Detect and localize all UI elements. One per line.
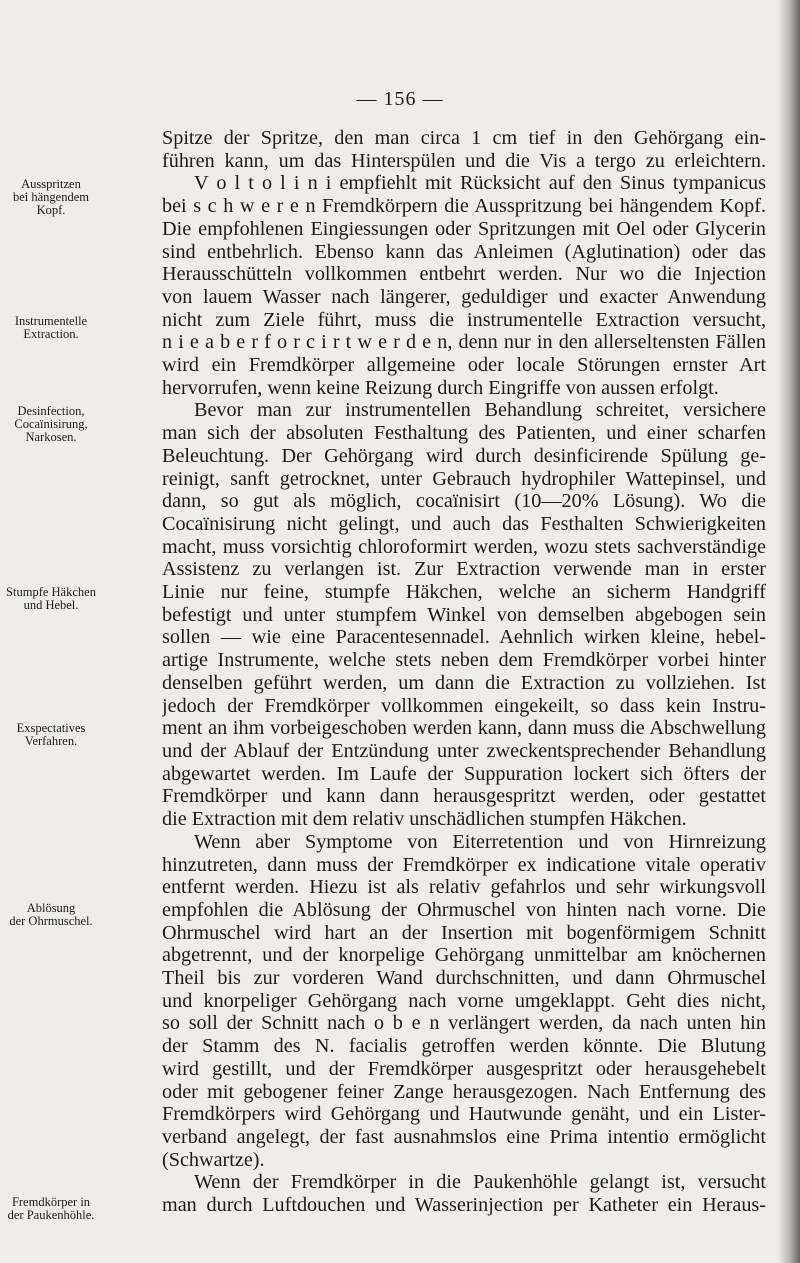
margin-note-desinfection (2, 405, 100, 444)
text-line: abgetrennt, und der knorpelige Gehörgang unmittelbar am knöchernen (162, 944, 766, 967)
margin-note-abloesung-ohrmuschel (2, 902, 100, 928)
margin-note-ausspritzen (2, 178, 100, 217)
text-line: sind entbehrlich. Ebenso kann das Anleimen (Aglutination) oder das (162, 240, 766, 263)
text-line: bei s c h w e r e n Fremdkörpern die Ausspritzung bei hängendem Kopf. (162, 195, 766, 218)
text-line: macht, muss vorsichtig chloroformirt werden, wozu stets sachverständige (162, 535, 766, 558)
text-line: Ohrmuschel wird hart an der Insertion mit bogenförmigem Schnitt (162, 921, 766, 944)
margin-note-line: Extraction. (23, 327, 79, 341)
text-line: Linie nur feine, stumpfe Häkchen, welche an sicherm Handgriff (162, 581, 766, 604)
text-line: reinigt, sanft getrocknet, unter Gebrauch hydrophiler Wattepinsel, und (162, 467, 766, 490)
text-line: artige Instrumente, welche stets neben dem Fremdkörper vorbei hinter (162, 649, 766, 672)
text-line: und der Ablauf der Entzündung unter zweckentsprechender Behandlung (162, 739, 766, 762)
text-line: denselben geführt werden, um dann die Extraction zu vollziehen. Ist (162, 671, 766, 694)
text-line: Fremdkörper und kann dann herausgespritzt werden, oder gestattet (162, 785, 766, 808)
text-line: abgewartet werden. Im Laufe der Suppuration lockert sich öfters der (162, 762, 766, 785)
text-line: wird gestillt, und der Fremdkörper ausgespritzt oder herausgehebelt (162, 1057, 766, 1080)
text-line: Bevor man zur instrumentellen Behandlung schreitet, versichere (194, 399, 766, 422)
text-line: (Schwartze). (162, 1148, 265, 1171)
margin-note-fremdkoerper-paukenhoehle (2, 1196, 100, 1222)
text-line: entfernt werden. Hiezu ist als relativ gefahrlos und sehr wirkungsvoll (162, 876, 766, 899)
margin-note-line: der Ohrmuschel. (9, 914, 93, 928)
margin-note-line: Kopf. (36, 203, 66, 217)
margin-note-line: Fremdkörper in (11, 1195, 91, 1209)
body-text (162, 127, 766, 1217)
margin-note-instrumentelle-extraction (2, 315, 100, 341)
text-line: Assistenz zu verlangen ist. Zur Extraction verwende man in erster (162, 558, 766, 581)
text-line: befestigt und unter stumpfem Winkel von demselben abgebogen sein (162, 603, 766, 626)
page-edge-shadow (778, 0, 800, 1263)
text-line: oder mit gebogener feiner Zange herausgezogen. Nach Entfernung des (162, 1080, 766, 1103)
text-line: nicht zum Ziele führt, muss die instrumentelle Extraction versucht, (162, 308, 766, 331)
text-line: die Extraction mit dem relativ unschädlichen stumpfen Häkchen. (162, 808, 687, 831)
text-line: Fremdkörpers wird Gehörgang und Hautwunde genäht, und ein Lister- (162, 1103, 766, 1126)
page-number: — 156 — (356, 88, 444, 110)
text-line: n i e a b e r f o r c i r t w e r d e n, denn nur in den allerseltensten Fällen (162, 331, 766, 354)
margin-note-line: der Paukenhöhle. (7, 1208, 95, 1222)
margin-note-line: und Hebel. (23, 598, 79, 612)
text-line: empfohlen die Ablösung der Ohrmuschel von hinten nach vorne. Die (162, 898, 766, 921)
text-line: jedoch der Fremdkörper vollkommen eingekeilt, so dass kein Instru- (162, 694, 766, 717)
margin-note-line: Instrumentelle (14, 314, 88, 328)
margin-note-line: Stumpfe Häkchen (6, 585, 96, 599)
margin-note-stumpfe-haekchen (2, 586, 100, 612)
text-line: hervorrufen, wenn keine Reizung durch Eingriffe von aussen erfolgt. (162, 376, 719, 399)
margin-note-line: Desinfection, (17, 404, 85, 418)
text-line: Wenn der Fremdkörper in die Paukenhöhle gelangt ist, versucht (194, 1171, 766, 1194)
text-line: Theil bis zur vorderen Wand durchschnitten, und dann Ohrmuschel (162, 967, 766, 990)
text-line: und knorpeliger Gehörgang nach vorne umgeklappt. Geht dies nicht, (162, 989, 766, 1012)
margin-note-line: Verfahren. (24, 734, 78, 748)
margin-note-line: Narkosen. (25, 430, 77, 444)
text-line: Die empfohlenen Eingiessungen oder Spritzungen mit Oel oder Glycerin (162, 217, 766, 240)
text-line: hinzutreten, dann muss der Fremdkörper ex indicatione vitale operativ (162, 853, 766, 876)
margin-note-exspectatives-verfahren (2, 722, 100, 748)
margin-note-line: Exspectatives (16, 721, 86, 735)
text-line: wird ein Fremdkörper allgemeine oder locale Störungen ernster Art (162, 354, 766, 377)
text-line: so soll der Schnitt nach o b e n verlängert werden, da nach unten hin (162, 1012, 766, 1035)
text-line: Herausschütteln vollkommen entbehrt werden. Nur wo die Injection (162, 263, 766, 286)
text-line: man sich der absoluten Festhaltung des Patienten, und einer scharfen (162, 422, 766, 445)
margin-note-line: Ausspritzen (21, 177, 81, 191)
text-line: Cocaïnisirung nicht gelingt, und auch das Festhalten Schwierigkeiten (162, 512, 766, 535)
text-line: Spitze der Spritze, den man circa 1 cm tief in den Gehörgang ein- (162, 127, 766, 149)
text-line: führen kann, um das Hinterspülen und die Vis a tergo zu erleichtern. (162, 149, 766, 172)
margin-note-line: Ablösung (26, 901, 76, 915)
text-line: Beleuchtung. Der Gehörgang wird durch desinficirende Spülung ge- (162, 444, 766, 467)
text-line: verband angelegt, der fast ausnahmslos eine Prima intentio ermöglicht (162, 1125, 766, 1148)
text-line: ment an ihm vorbeigeschoben werden kann, dann muss die Abschwellung (162, 717, 766, 740)
text-line: man durch Luftdouchen und Wasserinjection per Katheter ein Heraus- (162, 1194, 766, 1217)
text-line: V o l t o l i n i empfiehlt mit Rücksicht auf den Sinus tympanicus (194, 172, 766, 195)
margin-note-line: Cocaïnisirung, (14, 417, 88, 431)
margin-note-line: bei hängendem (12, 190, 89, 204)
text-line: Wenn aber Symptome von Eiterretention und von Hirnreizung (194, 830, 766, 853)
text-line: sollen — wie eine Paracentesennadel. Aehnlich wirken kleine, hebel- (162, 626, 766, 649)
text-line: von lauem Wasser nach längerer, geduldiger und exacter Anwendung (162, 285, 766, 308)
text-line: der Stamm des N. facialis getroffen werden könnte. Die Blutung (162, 1035, 766, 1058)
text-line: dann, so gut als möglich, cocaïnisirt (10—20% Lösung). Wo die (162, 490, 766, 513)
